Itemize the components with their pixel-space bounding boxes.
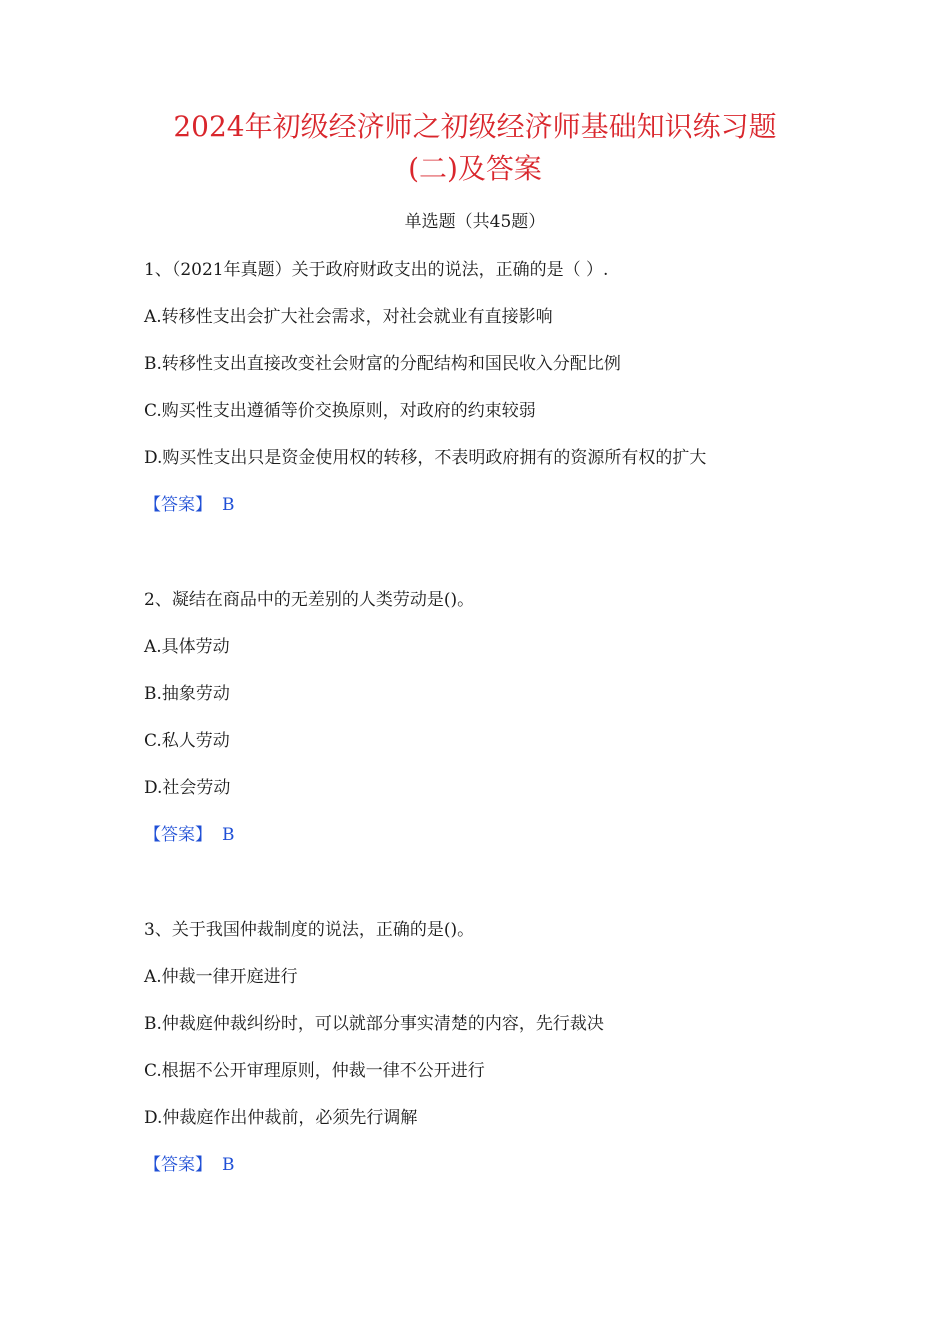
question-2-option-c: C.私人劳动 [144,731,230,751]
question-2-answer [144,823,235,847]
question-3-answer [144,1153,235,1177]
question-3-stem: 3、关于我国仲裁制度的说法，正确的是()。 [144,920,475,940]
answer-value: B [222,825,235,845]
question-1-stem: 1、（2021年真题）关于政府财政支出的说法，正确的是（ ）. [144,260,609,280]
question-1-option-c: C.购买性支出遵循等价交换原则，对政府的约束较弱 [144,401,536,421]
answer-label: 【答案】 [144,825,212,845]
question-1-option-b: B.转移性支出直接改变社会财富的分配结构和国民收入分配比例 [144,354,621,374]
question-1-option-a: A.转移性支出会扩大社会需求，对社会就业有直接影响 [144,307,553,327]
question-3-option-a: A.仲裁一律开庭进行 [144,967,298,987]
title-line-2: (二)及答案 [408,152,542,185]
question-3-option-c: C.根据不公开审理原则，仲裁一律不公开进行 [144,1061,485,1081]
question-2-stem: 2、凝结在商品中的无差别的人类劳动是()。 [144,590,475,610]
answer-label: 【答案】 [144,1155,212,1175]
answer-value: B [222,495,235,515]
section-heading: 单选题（共45题） [404,212,546,232]
question-3-option-b: B.仲裁庭仲裁纠纷时，可以就部分事实清楚的内容，先行裁决 [144,1014,604,1034]
question-2-option-b: B.抽象劳动 [144,684,230,704]
answer-value: B [222,1155,235,1175]
answer-label: 【答案】 [144,495,212,515]
document-title [120,106,830,190]
title-line-1: 2024年初级经济师之初级经济师基础知识练习题 [173,110,777,143]
question-2-option-d: D.社会劳动 [144,778,231,798]
question-1-answer [144,493,235,517]
question-2-option-a: A.具体劳动 [144,637,230,657]
question-3-option-d: D.仲裁庭作出仲裁前，必须先行调解 [144,1108,418,1128]
question-1-option-d: D.购买性支出只是资金使用权的转移，不表明政府拥有的资源所有权的扩大 [144,448,707,468]
